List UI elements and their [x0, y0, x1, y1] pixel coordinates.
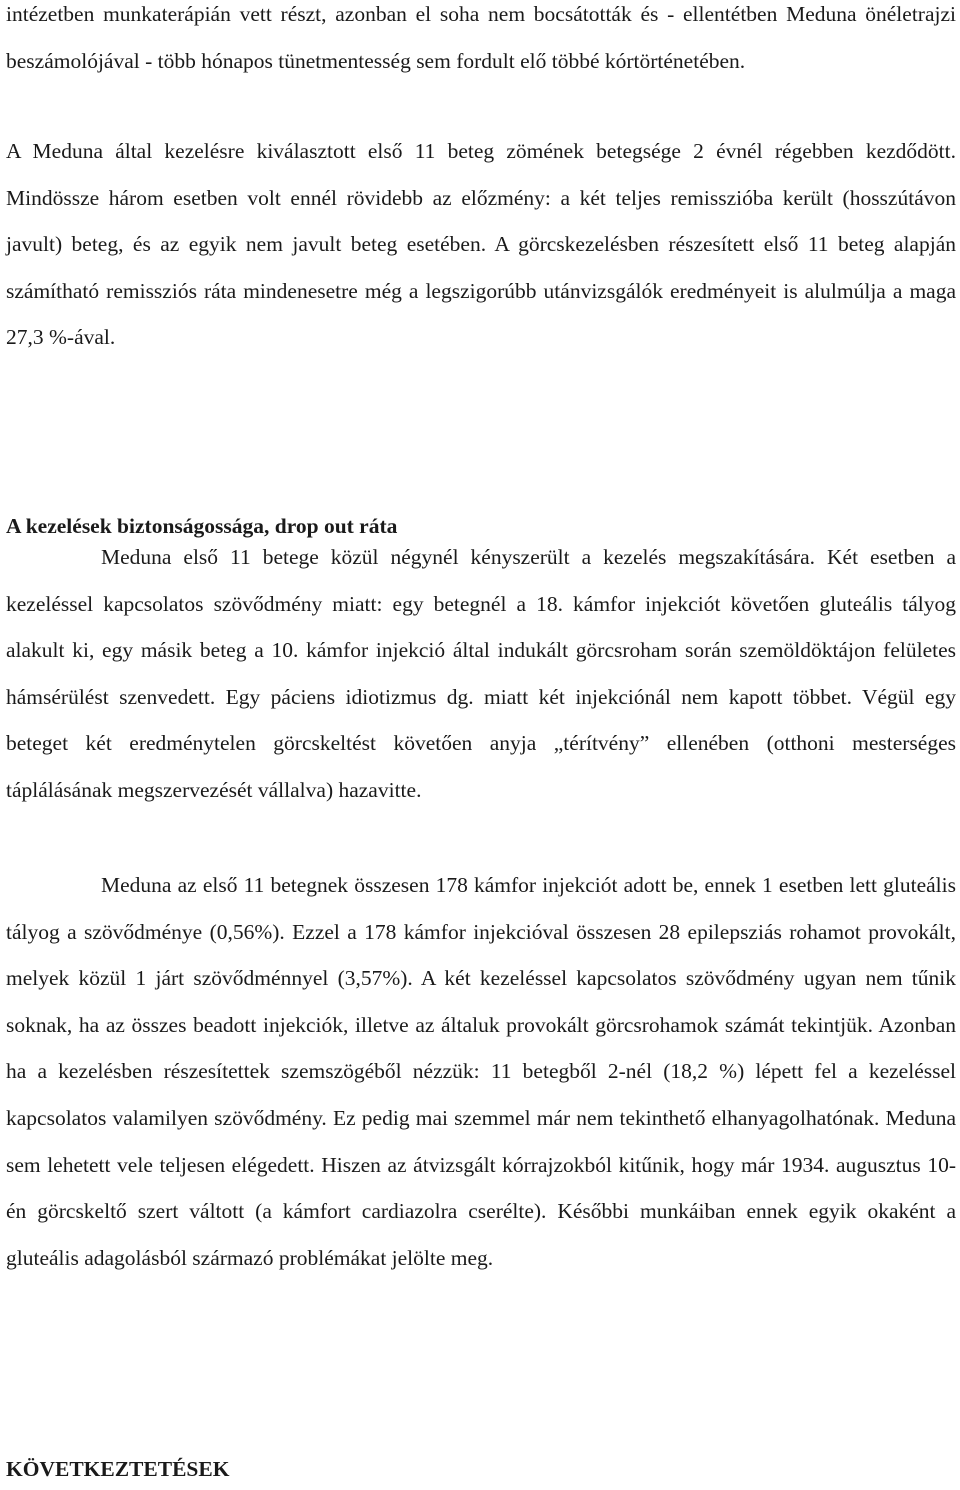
document-page [6, 0, 956, 1490]
section-heading-conclusions: KÖVETKEZTETÉSEK [6, 1457, 230, 1481]
paragraph-dropout: Meduna első 11 betege közül négynél kényszerült a kezelés megszakítására. Két esetben a kezeléssel kapcsolatos szövődmény miatt: egy betegnél a 18. kámfor injekciót követően gluteális tályog alakult ki, egy másik beteg a 10. kámfor injekció által indukált görcsroham során szemöldöktájon felületes hámsérülést szenvedett. Egy páciens idiotizmus dg. miatt két injekciónál nem kapott többet. Végül egy beteget két eredménytelen görcskeltést követően anyja „térítvény” ellenében (otthoni mesterséges táplálásának megszervezését vállalva) hazavitte. [6, 545, 956, 802]
section-heading-safety: A kezelések biztonságossága, drop out ráta [6, 514, 398, 538]
paragraph-patient-selection: A Meduna által kezelésre kiválasztott első 11 beteg zömének betegsége 2 évnél régebben kezdődött. Mindössze három esetben volt ennél rövidebb az előzmény: a két teljes remisszióba került (hosszútávon javult) beteg, és az egyik nem javult beteg esetében. A görcskezelésben részesített első 11 beteg alapján számítható remissziós ráta mindenesetre még a legszigorúbb utánvizsgálók eredményeit is alulmúlja a maga 27,3 %-ával. [6, 139, 956, 350]
paragraph-intro-continuation: intézetben munkaterápián vett részt, azonban el soha nem bocsátották és - ellentétben Meduna önéletrajzi beszámolójával - több hónapos tünetmentesség sem fordult elő többé kórtörténetében. [6, 2, 956, 73]
paragraph-complications: Meduna az első 11 betegnek összesen 178 kámfor injekciót adott be, ennek 1 esetben lett gluteális tályog a szövődménye (0,56%). Ezzel a 178 kámfor injekcióval összesen 28 epilepsziás rohamot provokált, melyek közül 1 járt szövődménnyel (3,57%). A két kezeléssel kapcsolatos szövődmény ugyan nem tűnik soknak, ha az összes beadott injekciók, illetve az általuk provokált görcsrohamok számát tekintjük. Azonban ha a kezelésben részesítettek szemszögéből nézzük: 11 betegből 2-nél (18,2 %) lépett fel a kezeléssel kapcsolatos valamilyen szövődmény. Ez pedig mai szemmel már nem tekinthető elhanyagolhatónak. Meduna sem lehetett vele teljesen elégedett. Hiszen az átvizsgált kórrajzokból kitűnik, hogy már 1934. augusztus 10-én görcskeltő szert váltott (a kámfort cardiazolra cserélte). Későbbi munkáiban ennek egyik okaként a gluteális adagolásból származó problémákat jelölte meg. [6, 873, 956, 1270]
